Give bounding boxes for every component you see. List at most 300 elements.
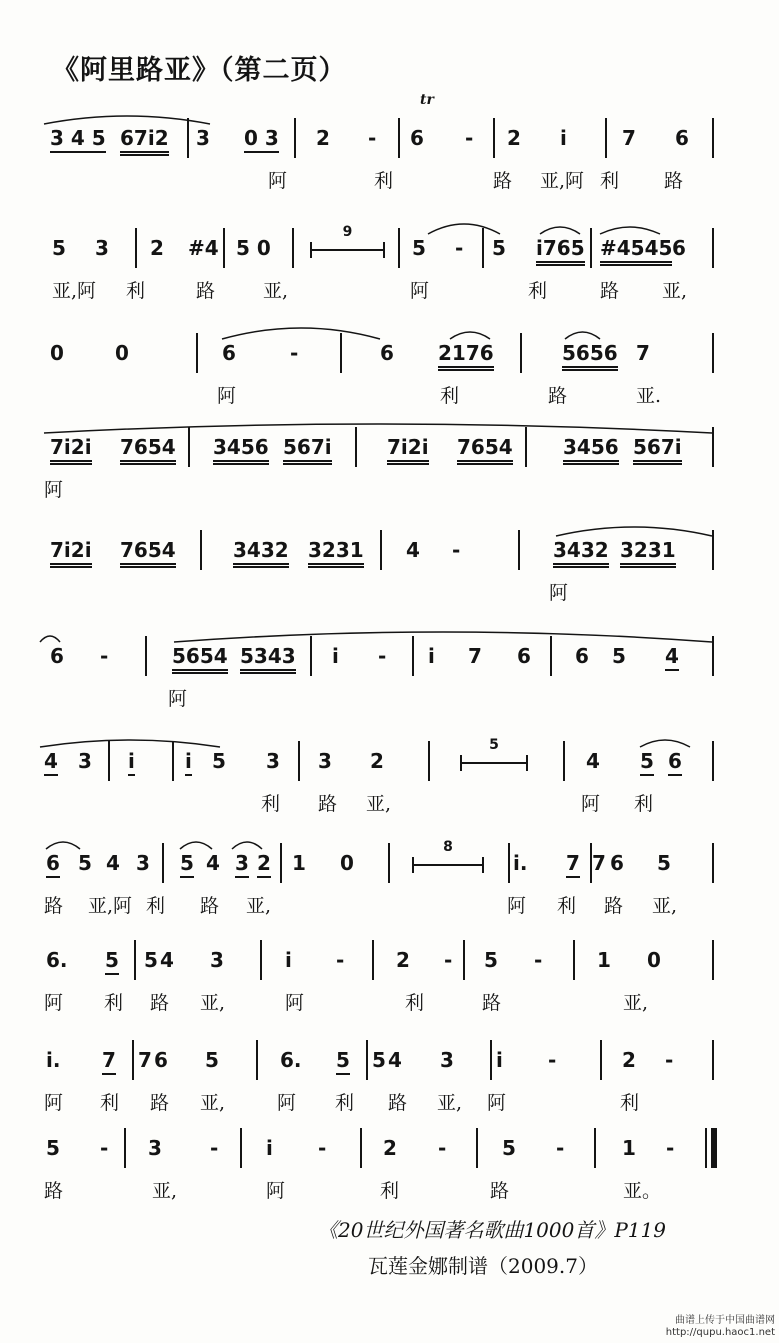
lyric-syllable: 利 <box>405 992 425 1014</box>
note: 6 <box>46 851 60 878</box>
note: i <box>332 644 339 668</box>
note: 7 <box>102 1048 116 1075</box>
bar-line <box>187 118 189 158</box>
note: 3 <box>440 1048 454 1072</box>
note: - <box>378 644 387 668</box>
lyric-syllable: 阿 <box>266 1180 286 1202</box>
note: 6 <box>380 341 394 365</box>
lyric-syllable: 亚, <box>263 280 289 302</box>
note: 7 <box>468 644 482 668</box>
notes-row <box>0 636 779 676</box>
bar-line <box>398 118 400 158</box>
slur <box>180 842 212 849</box>
bar-line <box>196 333 198 373</box>
bar-line <box>493 118 495 158</box>
note: i. <box>513 851 528 875</box>
slur <box>600 227 660 234</box>
lyrics-row <box>0 578 779 608</box>
note: 6 <box>668 749 682 776</box>
lyric-syllable: 利 <box>374 170 394 192</box>
rest-count: 8 <box>443 839 453 855</box>
note: 7i2i <box>50 435 92 465</box>
note: 4 <box>160 948 174 972</box>
note: - <box>666 1136 675 1160</box>
rest-count: 5 <box>489 737 499 753</box>
note: - <box>100 1136 109 1160</box>
note: 7654 <box>120 538 176 568</box>
lyric-syllable: 阿 <box>581 793 601 815</box>
note: 5654 <box>172 644 228 674</box>
notes-row <box>0 530 779 570</box>
note: - <box>548 1048 557 1072</box>
multi-measure-rest <box>460 737 528 773</box>
note: 2 <box>257 851 271 878</box>
score-system <box>0 333 779 423</box>
bar-line <box>600 1040 602 1080</box>
note: 5 <box>212 749 226 773</box>
note: 2 <box>396 948 410 972</box>
note: 6 <box>154 1048 168 1072</box>
lyric-syllable: 亚, <box>652 895 678 917</box>
score-system <box>0 636 779 726</box>
note: 2 <box>622 1048 636 1072</box>
lyric-syllable: 利 <box>335 1092 355 1114</box>
note: 5 <box>502 1136 516 1160</box>
lyric-syllable: 亚, <box>152 1180 178 1202</box>
lyric-syllable: 阿 <box>277 1092 297 1114</box>
note: 1 <box>597 948 611 972</box>
slur <box>44 424 712 433</box>
note: 7i2i <box>50 538 92 568</box>
lyrics-row <box>0 166 779 196</box>
note: 7 <box>138 1048 152 1072</box>
note: 0 3 <box>244 126 279 153</box>
bar-line <box>712 427 714 467</box>
lyric-syllable: 利 <box>380 1180 400 1202</box>
notes-row <box>0 839 779 883</box>
bar-line <box>310 636 312 676</box>
notes-row <box>0 224 779 268</box>
note: 4 <box>106 851 120 875</box>
note: i <box>266 1136 273 1160</box>
lyrics-row <box>0 684 779 714</box>
lyrics-row <box>0 381 779 411</box>
slur-marks <box>0 741 779 781</box>
lyric-syllable: 阿 <box>507 895 527 917</box>
note: 4 <box>44 749 58 776</box>
notes-row <box>0 333 779 373</box>
note: 2 <box>370 749 384 773</box>
bar-line <box>590 843 592 883</box>
note: 0 <box>115 341 129 365</box>
note: 3 <box>235 851 249 878</box>
bar-line <box>134 940 136 980</box>
lyric-syllable: 亚, <box>623 992 649 1014</box>
note: 5 <box>336 1048 350 1075</box>
note: i <box>285 948 292 972</box>
note: 7 <box>592 851 606 875</box>
lyric-syllable: 路 <box>318 793 338 815</box>
note: - <box>465 126 474 150</box>
lyric-syllable: 路 <box>200 895 220 917</box>
lyric-syllable: 亚, <box>662 280 688 302</box>
slur <box>565 332 600 339</box>
note: 5 <box>372 1048 386 1072</box>
note: 3 <box>196 126 210 150</box>
lyric-syllable: 利 <box>634 793 654 815</box>
note: 5 <box>640 749 654 776</box>
note: 2 <box>316 126 330 150</box>
note: 5 <box>657 851 671 875</box>
note: 5 <box>612 644 626 668</box>
slur <box>428 224 500 234</box>
bar-line <box>525 427 527 467</box>
bar-line <box>476 1128 478 1168</box>
note: - <box>665 1048 674 1072</box>
notes-row <box>0 737 779 781</box>
bar-line <box>360 1128 362 1168</box>
score-system <box>0 118 779 208</box>
note: 3231 <box>308 538 364 568</box>
note: 6. <box>46 948 68 972</box>
note: - <box>336 948 345 972</box>
watermark-line: 曲谱上传于中国曲谱网 <box>675 1315 775 1326</box>
lyric-syllable: 路 <box>490 1180 510 1202</box>
note: 5 <box>144 948 158 972</box>
bar-line <box>428 741 430 781</box>
note: 4 <box>586 749 600 773</box>
bar-line <box>594 1128 596 1168</box>
lyric-syllable: 阿 <box>549 582 569 604</box>
note: - <box>210 1136 219 1160</box>
bar-line <box>712 333 714 373</box>
note: 567i <box>633 435 682 465</box>
rest-line <box>412 864 484 866</box>
note: - <box>100 644 109 668</box>
arranger-credit: 瓦莲金娜制谱（2009.7） <box>368 1254 598 1278</box>
note: - <box>444 948 453 972</box>
note: 4 <box>388 1048 402 1072</box>
note: 5 <box>484 948 498 972</box>
bar-line <box>590 228 592 268</box>
rest-end <box>412 857 414 873</box>
note: 4 <box>665 644 679 671</box>
note: 6. <box>280 1048 302 1072</box>
note: 5 <box>105 948 119 975</box>
slur <box>640 740 690 747</box>
lyric-syllable: 亚, <box>437 1092 463 1114</box>
score-system <box>0 530 779 620</box>
note: 5343 <box>240 644 296 674</box>
bar-line <box>508 843 510 883</box>
lyric-syllable: 路 <box>388 1092 408 1114</box>
bar-line <box>223 228 225 268</box>
note: 0 <box>50 341 64 365</box>
bar-line <box>712 530 714 570</box>
note: 6 <box>575 644 589 668</box>
lyrics-row <box>0 891 779 921</box>
bar-line <box>520 333 522 373</box>
note: 7 <box>636 341 650 365</box>
rest-end <box>310 242 312 258</box>
slur <box>540 227 580 234</box>
bar-line <box>372 940 374 980</box>
note: 4 <box>406 538 420 562</box>
note: 7654 <box>457 435 513 465</box>
bar-line <box>366 1040 368 1080</box>
lyric-syllable: 利 <box>261 793 281 815</box>
note: 6 <box>50 644 64 668</box>
lyric-syllable: 阿 <box>44 1092 64 1114</box>
bar-line <box>563 741 565 781</box>
bar-line <box>298 741 300 781</box>
notes-row <box>0 1040 779 1080</box>
bar-line <box>200 530 202 570</box>
lyric-syllable: 亚, <box>366 793 392 815</box>
bar-line <box>135 228 137 268</box>
lyric-syllable: 路 <box>664 170 684 192</box>
rest-count: 9 <box>342 224 353 240</box>
bar-line <box>162 843 164 883</box>
bar-line <box>398 228 400 268</box>
slur <box>556 527 712 536</box>
note: 3231 <box>620 538 676 568</box>
note: 3 <box>266 749 280 773</box>
note: 5 0 <box>236 236 271 260</box>
lyric-syllable: 利 <box>100 1092 120 1114</box>
source-citation: 《20世纪外国著名歌曲1000首》P119 <box>318 1218 666 1242</box>
multi-measure-rest <box>412 839 484 875</box>
note: - <box>438 1136 447 1160</box>
bar-line <box>712 636 714 676</box>
note: i <box>128 749 135 776</box>
watermark-line: http://qupu.haoc1.net <box>665 1327 775 1338</box>
note: i <box>560 126 567 150</box>
note: 0 <box>647 948 661 972</box>
note: - <box>534 948 543 972</box>
lyric-syllable: 亚, <box>200 1092 226 1114</box>
lyric-syllable: 亚, <box>200 992 226 1014</box>
note: 6 <box>610 851 624 875</box>
lyric-syllable: 路 <box>150 1092 170 1114</box>
note: i <box>428 644 435 668</box>
bar-line <box>240 1128 242 1168</box>
lyrics-row <box>0 789 779 819</box>
note: 3432 <box>233 538 289 568</box>
note: #4 <box>188 236 219 260</box>
slur <box>44 116 210 124</box>
note: i. <box>46 1048 61 1072</box>
bar-line <box>712 741 714 781</box>
rest-line <box>310 249 385 251</box>
note: 7654 <box>120 435 176 465</box>
note: 567i <box>283 435 332 465</box>
lyric-syllable: 利 <box>557 895 577 917</box>
lyric-syllable: 阿 <box>410 280 430 302</box>
lyric-syllable: 利 <box>126 280 146 302</box>
note: 3 <box>318 749 332 773</box>
lyric-syllable: 阿 <box>487 1092 507 1114</box>
note: 7 <box>622 126 636 150</box>
lyrics-row <box>0 276 779 306</box>
slur <box>450 332 490 339</box>
lyric-syllable: 利 <box>104 992 124 1014</box>
lyric-syllable: 亚. <box>636 385 662 407</box>
note: 5 <box>52 236 66 260</box>
note: 7 <box>566 851 580 878</box>
note: i <box>496 1048 503 1072</box>
note: - <box>556 1136 565 1160</box>
note: 3456 <box>563 435 619 465</box>
lyric-syllable: 阿 <box>285 992 305 1014</box>
note: 2176 <box>438 341 494 371</box>
note: - <box>452 538 461 562</box>
rest-end <box>526 755 528 771</box>
bar-line <box>518 530 520 570</box>
notes-row <box>0 940 779 980</box>
lyric-syllable: 阿 <box>168 688 188 710</box>
watermark <box>666 1315 775 1339</box>
note: 4 <box>206 851 220 875</box>
page-title: 《阿里路亚》（第二页） <box>52 55 347 86</box>
note: - <box>455 236 464 260</box>
lyric-syllable: 亚,阿 <box>52 280 97 302</box>
lyric-syllable: 阿 <box>44 992 64 1014</box>
lyrics-row <box>0 475 779 505</box>
score-system <box>0 737 779 831</box>
score-system <box>0 839 779 933</box>
note: 5 <box>180 851 194 878</box>
slur <box>40 740 220 747</box>
lyric-syllable: 利 <box>620 1092 640 1114</box>
note: 6 <box>517 644 531 668</box>
note: 3 <box>95 236 109 260</box>
rest-end <box>460 755 462 771</box>
note: i765 <box>536 236 585 266</box>
bar-line <box>172 741 174 781</box>
note: 5 <box>492 236 506 260</box>
note: 3456 <box>213 435 269 465</box>
bar-line <box>145 636 147 676</box>
bar-line <box>482 228 484 268</box>
note: 6 <box>222 341 236 365</box>
slur <box>232 842 262 849</box>
note: 6 <box>672 236 686 260</box>
note: 3432 <box>553 538 609 568</box>
bar-line <box>490 1040 492 1080</box>
note: - <box>290 341 299 365</box>
note: 5 <box>412 236 426 260</box>
note: 2 <box>507 126 521 150</box>
bar-line <box>705 1128 707 1168</box>
bar-line <box>380 530 382 570</box>
lyric-syllable: 路 <box>196 280 216 302</box>
score-system <box>0 1128 779 1218</box>
note: 3 4 5 <box>50 126 106 153</box>
bar-line <box>573 940 575 980</box>
bar-line <box>605 118 607 158</box>
note: 1 <box>622 1136 636 1160</box>
score-system <box>0 940 779 1030</box>
rest-end <box>482 857 484 873</box>
rest-line <box>460 762 528 764</box>
lyric-syllable: 亚。 <box>623 1180 662 1202</box>
bar-line <box>712 940 714 980</box>
lyrics-row <box>0 1176 779 1206</box>
bar-line <box>292 228 294 268</box>
note: 5 <box>78 851 92 875</box>
score-system <box>0 224 779 318</box>
lyric-syllable: 阿 <box>44 479 64 501</box>
bar-line <box>294 118 296 158</box>
lyric-syllable: 阿 <box>217 385 237 407</box>
note: 2 <box>150 236 164 260</box>
bar-line <box>712 1040 714 1080</box>
bar-line <box>280 843 282 883</box>
note: 5656 <box>562 341 618 371</box>
note: 7i2i <box>387 435 429 465</box>
bar-line <box>412 636 414 676</box>
lyric-syllable: 路 <box>604 895 624 917</box>
note: 2 <box>383 1136 397 1160</box>
slur-marks <box>0 118 779 158</box>
bar-line <box>256 1040 258 1080</box>
bar-line <box>712 118 714 158</box>
note: 1 <box>292 851 306 875</box>
note: 0 <box>340 851 354 875</box>
lyric-syllable: 利 <box>600 170 620 192</box>
lyric-syllable: 路 <box>44 1180 64 1202</box>
notes-row <box>0 427 779 467</box>
notes-row <box>0 1128 779 1168</box>
lyric-syllable: 亚,阿 <box>88 895 133 917</box>
note: 3 <box>210 948 224 972</box>
lyric-syllable: 阿 <box>268 170 288 192</box>
rest-end <box>383 242 385 258</box>
score-system <box>0 427 779 517</box>
bar-line <box>132 1040 134 1080</box>
bar-line <box>711 1128 717 1168</box>
slur-marks <box>0 636 779 676</box>
note: 5 <box>205 1048 219 1072</box>
bar-line <box>340 333 342 373</box>
note: 6 <box>675 126 689 150</box>
lyric-syllable: 路 <box>600 280 620 302</box>
slur <box>222 328 380 339</box>
lyric-syllable: 亚, <box>246 895 272 917</box>
lyric-syllable: 路 <box>493 170 513 192</box>
lyric-syllable: 亚,阿 <box>540 170 585 192</box>
bar-line <box>712 843 714 883</box>
bar-line <box>108 741 110 781</box>
note: i <box>185 749 192 776</box>
lyric-syllable: 路 <box>548 385 568 407</box>
slur <box>40 636 60 642</box>
lyric-syllable: 利 <box>440 385 460 407</box>
note: - <box>368 126 377 150</box>
note: - <box>318 1136 327 1160</box>
trill-mark: tr <box>420 92 434 108</box>
lyric-syllable: 路 <box>44 895 64 917</box>
note: 6 <box>410 126 424 150</box>
note: 3 <box>148 1136 162 1160</box>
note: 67i2 <box>120 126 169 156</box>
lyric-syllable: 路 <box>482 992 502 1014</box>
notes-row <box>0 118 779 158</box>
bar-line <box>124 1128 126 1168</box>
lyric-syllable: 路 <box>150 992 170 1014</box>
note: #4545 <box>600 236 672 266</box>
